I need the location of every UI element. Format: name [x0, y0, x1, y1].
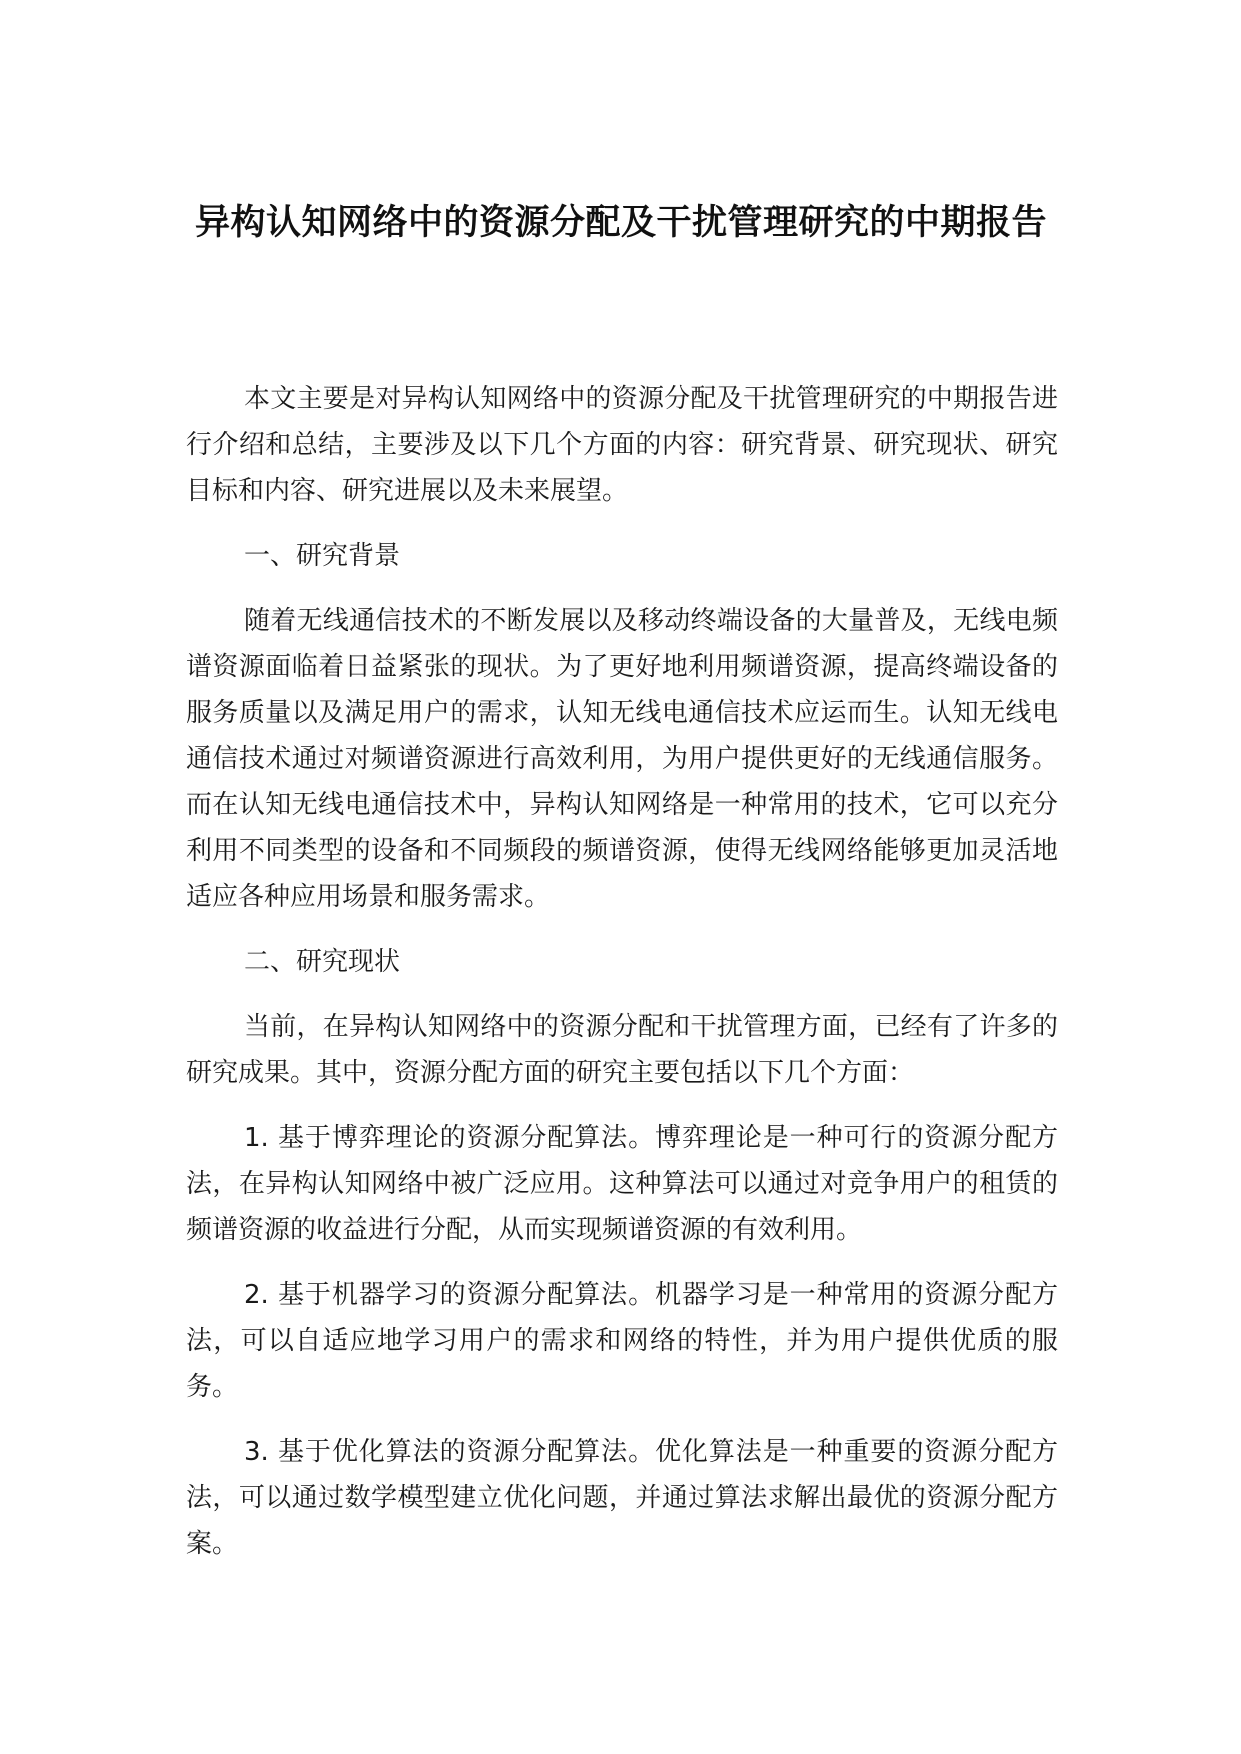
section-heading-status: 二、研究现状: [244, 947, 401, 977]
document-title: 异构认知网络中的资源分配及干扰管理研究的中期报告: [194, 203, 1047, 243]
list-item-optimization: 3. 基于优化算法的资源分配算法。优化算法是一种重要的资源分配方法，可以通过数学模型建立优化问题，并通过算法求解出最优的资源分配方案。: [186, 1437, 1058, 1559]
status-paragraph: 当前，在异构认知网络中的资源分配和干扰管理方面，已经有了许多的研究成果。其中，资源分配方面的研究主要包括以下几个方面：: [186, 1012, 1058, 1088]
document-body: [186, 376, 1058, 1586]
list-item-game-theory: 1. 基于博弈理论的资源分配算法。博弈理论是一种可行的资源分配方法，在异构认知网络中被广泛应用。这种算法可以通过对竞争用户的租赁的频谱资源的收益进行分配，从而实现频谱资源的有效利用。: [186, 1123, 1058, 1245]
background-paragraph: 随着无线通信技术的不断发展以及移动终端设备的大量普及，无线电频谱资源面临着日益紧张的现状。为了更好地利用频谱资源，提高终端设备的服务质量以及满足用户的需求，认知无线电通信技术应运而生。认知无线电通信技术通过对频谱资源进行高效利用，为用户提供更好的无线通信服务。而在认知无线电通信技术中，异构认知网络是一种常用的技术，它可以充分利用不同类型的设备和不同频段的频谱资源，使得无线网络能够更加灵活地适应各种应用场景和服务需求。: [186, 606, 1058, 912]
list-item-machine-learning: 2. 基于机器学习的资源分配算法。机器学习是一种常用的资源分配方法，可以自适应地学习用户的需求和网络的特性，并为用户提供优质的服务。: [186, 1280, 1058, 1402]
intro-paragraph: 本文主要是对异构认知网络中的资源分配及干扰管理研究的中期报告进行介绍和总结，主要涉及以下几个方面的内容：研究背景、研究现状、研究目标和内容、研究进展以及未来展望。: [186, 384, 1058, 506]
section-heading-background: 一、研究背景: [244, 541, 401, 571]
